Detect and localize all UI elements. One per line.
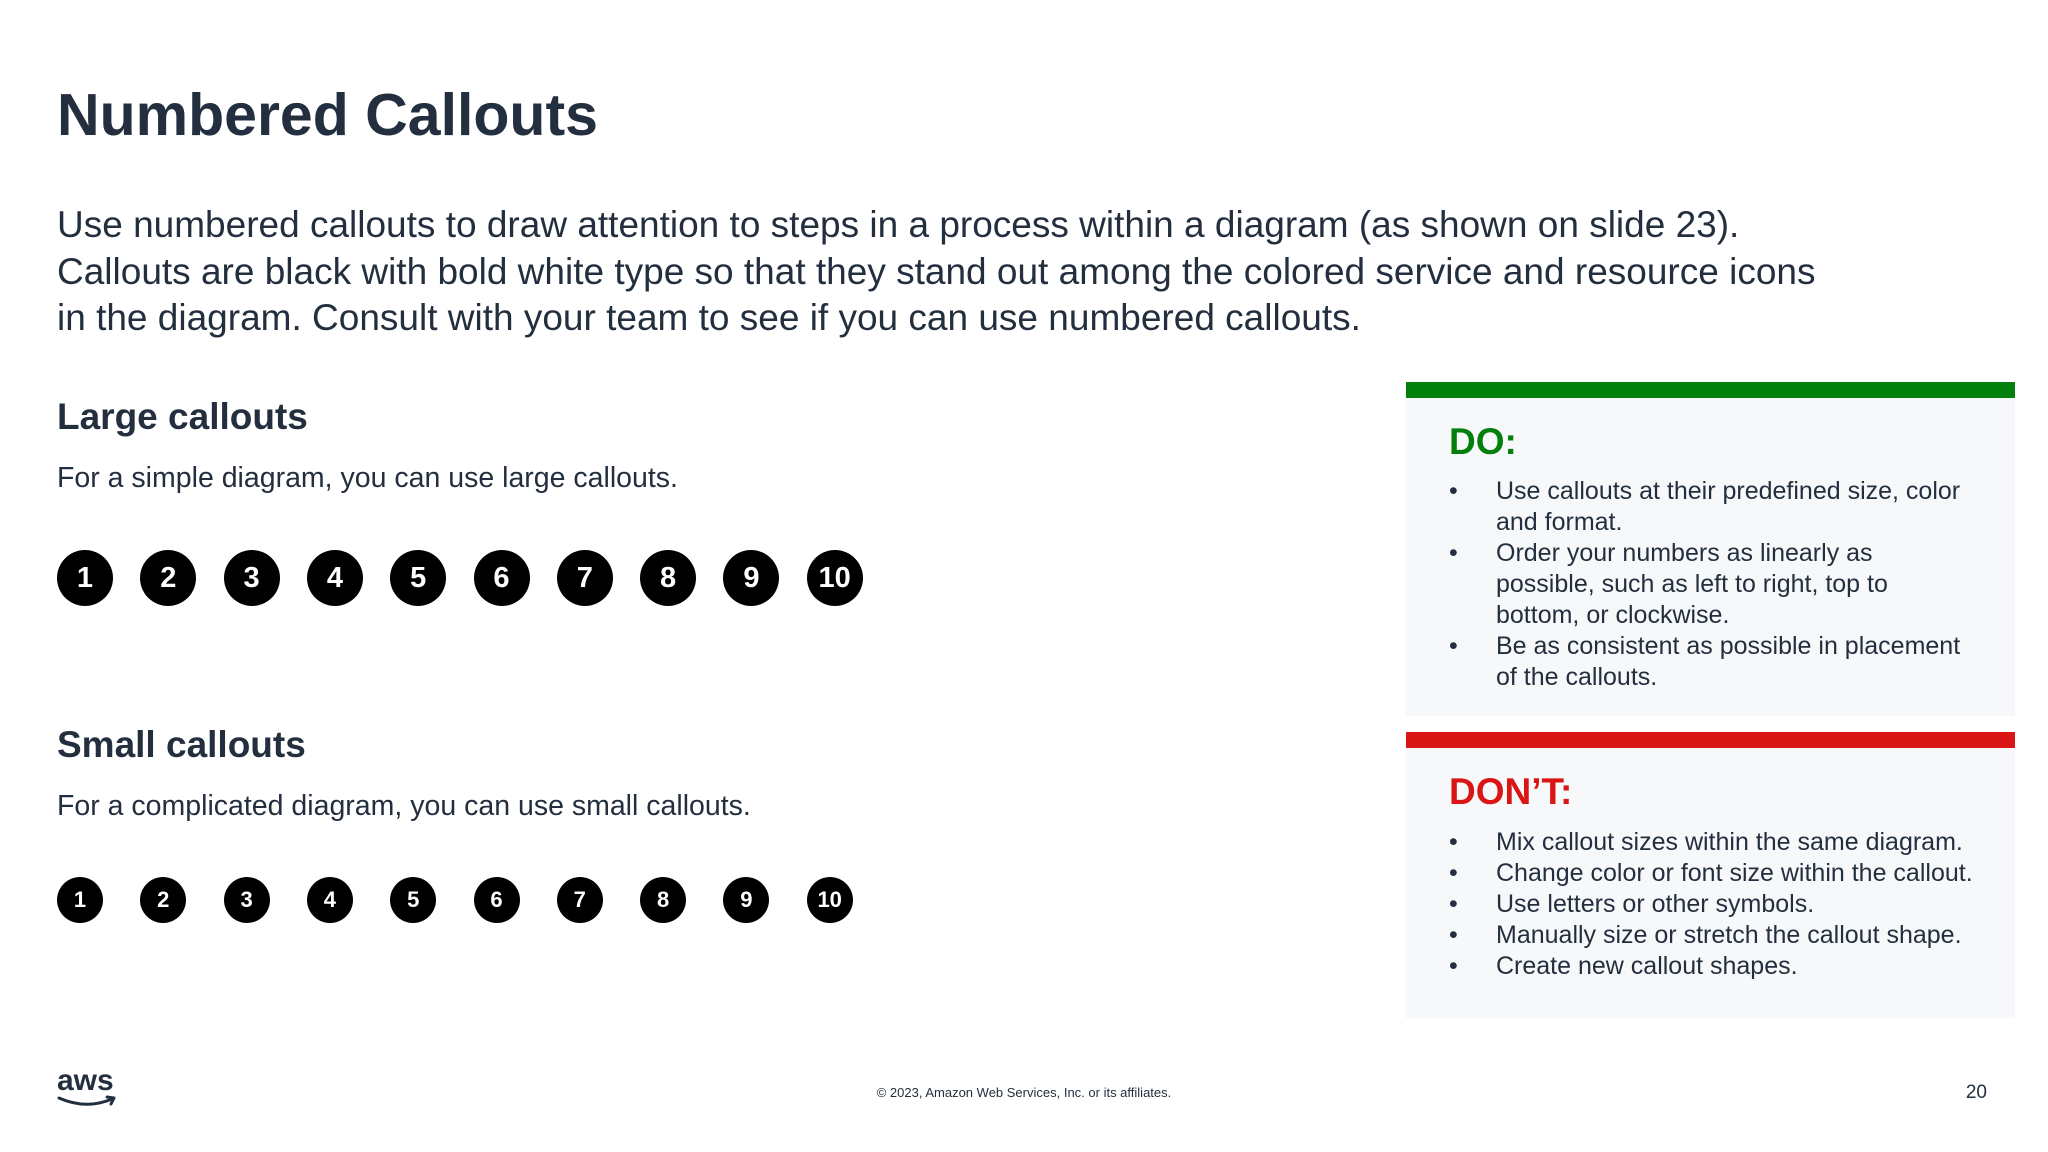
list-item-line: Create new callout shapes.	[1496, 952, 1798, 980]
list-item-line: Mix callout sizes within the same diagram.	[1496, 828, 1963, 856]
bullet-icon: •	[1449, 632, 1458, 660]
large-callout-1: 1	[57, 550, 113, 606]
page-title: Numbered Callouts	[57, 82, 598, 148]
list-item	[1449, 538, 2009, 631]
list-item-line: bottom, or clockwise.	[1496, 601, 1730, 629]
bullet-icon: •	[1449, 828, 1458, 856]
bullet-icon: •	[1449, 859, 1458, 887]
intro-line: Callouts are black with bold white type so that they stand out among the colored service and resource icons	[57, 250, 1816, 292]
large-callouts-description: For a simple diagram, you can use large callouts.	[57, 462, 678, 494]
list-item-line: of the callouts.	[1496, 663, 1658, 691]
large-callout-4: 4	[307, 550, 363, 606]
list-item	[1449, 920, 2009, 951]
list-item	[1449, 827, 2009, 858]
bullet-icon: •	[1449, 890, 1458, 918]
dont-color-bar	[1406, 732, 2015, 748]
intro-line: in the diagram. Consult with your team to see if you can use numbered callouts.	[57, 297, 1361, 338]
page-number: 20	[1965, 1082, 1987, 1103]
intro-line: Use numbered callouts to draw attention to steps in a process within a diagram (as shown on slide 23).	[57, 204, 1740, 245]
large-callout-6: 6	[474, 550, 530, 606]
list-item-line: Change color or font size within the callout.	[1496, 859, 1973, 887]
list-item	[1449, 631, 2009, 693]
bullet-icon: •	[1449, 921, 1458, 949]
list-item-line: Use callouts at their predefined size, color	[1496, 477, 1961, 505]
small-callout-10: 10	[807, 877, 853, 923]
list-item-line: Manually size or stretch the callout shape.	[1496, 921, 1962, 949]
copyright-text: © 2023, Amazon Web Services, Inc. or its affiliates.	[876, 1085, 1172, 1100]
large-callout-9: 9	[723, 550, 779, 606]
intro-paragraph	[57, 202, 1957, 342]
small-callout-5: 5	[390, 877, 436, 923]
bullet-icon: •	[1449, 952, 1458, 980]
list-item-line: Be as consistent as possible in placement	[1496, 632, 1961, 660]
bullet-icon: •	[1449, 477, 1458, 505]
small-callouts-description: For a complicated diagram, you can use small callouts.	[57, 790, 751, 822]
list-item-line: and format.	[1496, 508, 1623, 536]
do-title: DO:	[1449, 421, 1517, 462]
dont-box	[1406, 732, 2015, 1018]
do-color-bar	[1406, 382, 2015, 398]
list-item	[1449, 858, 2009, 889]
small-callout-9: 9	[723, 877, 769, 923]
list-item	[1449, 889, 2009, 920]
large-callouts-heading: Large callouts	[57, 396, 308, 437]
small-callout-4: 4	[307, 877, 353, 923]
dont-title: DON’T:	[1449, 771, 1573, 812]
large-callout-10: 10	[807, 550, 863, 606]
large-callout-5: 5	[390, 550, 446, 606]
small-callout-2: 2	[140, 877, 186, 923]
small-callout-3: 3	[224, 877, 270, 923]
small-callout-6: 6	[474, 877, 520, 923]
large-callout-3: 3	[224, 550, 280, 606]
large-callout-2: 2	[140, 550, 196, 606]
list-item-line: Use letters or other symbols.	[1496, 890, 1815, 918]
list-item	[1449, 476, 2009, 538]
small-callout-8: 8	[640, 877, 686, 923]
dont-list	[1449, 827, 2009, 982]
list-item-line: Order your numbers as linearly as	[1496, 539, 1873, 567]
bullet-icon: •	[1449, 539, 1458, 567]
large-callout-7: 7	[557, 550, 613, 606]
aws-logo-text: aws	[57, 1066, 114, 1097]
small-callout-1: 1	[57, 877, 103, 923]
do-list	[1449, 476, 2009, 693]
large-callout-8: 8	[640, 550, 696, 606]
small-callouts-heading: Small callouts	[57, 724, 306, 765]
list-item	[1449, 951, 2009, 982]
small-callout-7: 7	[557, 877, 603, 923]
list-item-line: possible, such as left to right, top to	[1496, 570, 1888, 598]
do-box	[1406, 382, 2015, 716]
